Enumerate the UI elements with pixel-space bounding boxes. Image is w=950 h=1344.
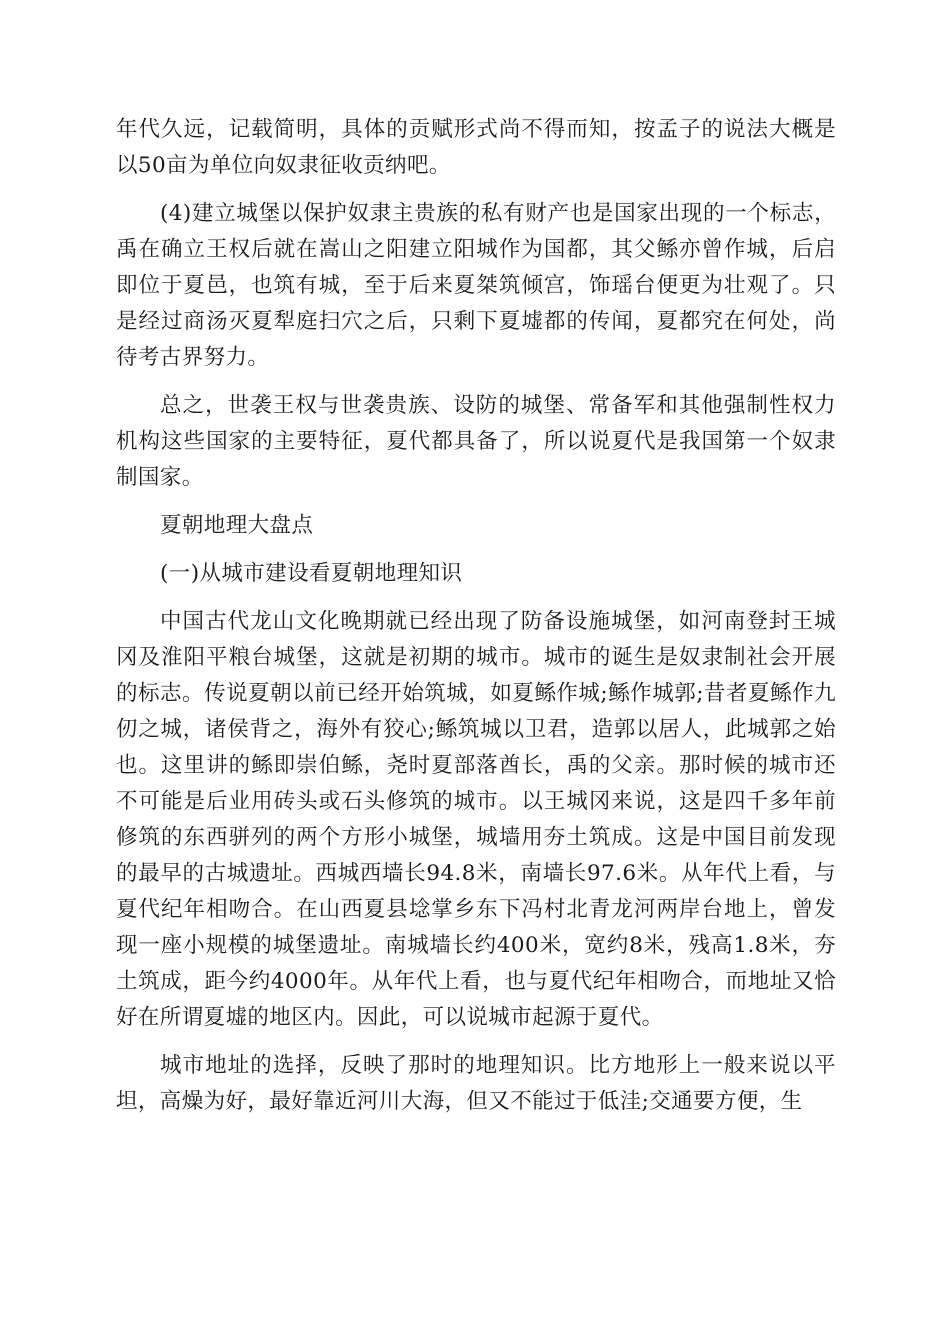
- paragraph-city-fortress: (4)建立城堡以保护奴隶主贵族的私有财产也是国家出现的一个标志，禹在确立王权后就在嵩山之阳建立阳城作为国都，其父鲧亦曾作城，后启即位于夏邑，也筑有城，至于后来夏桀筑倾宫，饰瑶台便更为壮观了。只是经过商汤灭夏犁庭扫穴之后，只剩下夏墟都的传闻，夏都究在何处，尚待考古界努力。: [116, 201, 836, 370]
- section-heading: 夏朝地理大盘点: [160, 513, 314, 538]
- paragraph-conclusion: 总之，世袭王权与世袭贵族、设防的城堡、常备军和其他强制性权力机构这些国家的主要特征，夏代都具备了，所以说夏代是我国第一个奴隶制国家。: [116, 393, 836, 490]
- paragraph-city-site: 城市地址的选择，反映了那时的地理知识。比方地形上一般来说以平坦，高燥为好，最好靠近河川大海，但又不能过于低洼;交通要方便，生: [116, 1053, 836, 1114]
- subsection-heading: (一)从城市建设看夏朝地理知识: [160, 561, 463, 586]
- paragraph-city-origins: 中国古代龙山文化晚期就已经出现了防备设施城堡，如河南登封王城冈及淮阳平粮台城堡，这就是初期的城市。城市的诞生是奴隶制社会开展的标志。传说夏朝以前已经开始筑城，如夏鲧作城;鲧作城郭;昔者夏鲧作九仞之城，诸侯背之，海外有狡心;鲧筑城以卫君，造郭以居人，此城郭之始也。这里讲的鲧即崇伯鲧，尧时夏部落酋长，禹的父亲。那时候的城市还不可能是后业用砖头或石头修筑的城市。以王城冈来说，这是四千多年前修筑的东西骈列的两个方形小城堡，城墙用夯土筑成。这是中国目前发现的最早的古城遗址。西城西墙长94.8米，南墙长97.6米。从年代上看，与夏代纪年相吻合。在山西夏县埝掌乡东下冯村北青龙河两岸台地上，曾发现一座小规模的城堡遗址。南城墙长约400米，宽约8米，残高1.8米，夯土筑成，距今约4000年。从年代上看，也与夏代纪年相吻合，而地址又恰好在所谓夏墟的地区内。因此，可以说城市起源于夏代。: [116, 609, 836, 1030]
- document-page: [116, 112, 836, 1132]
- paragraph-tribute: 年代久远，记载简明，具体的贡赋形式尚不得而知，按孟子的说法大概是以50亩为单位向奴隶征收贡纳吧。: [116, 117, 836, 178]
